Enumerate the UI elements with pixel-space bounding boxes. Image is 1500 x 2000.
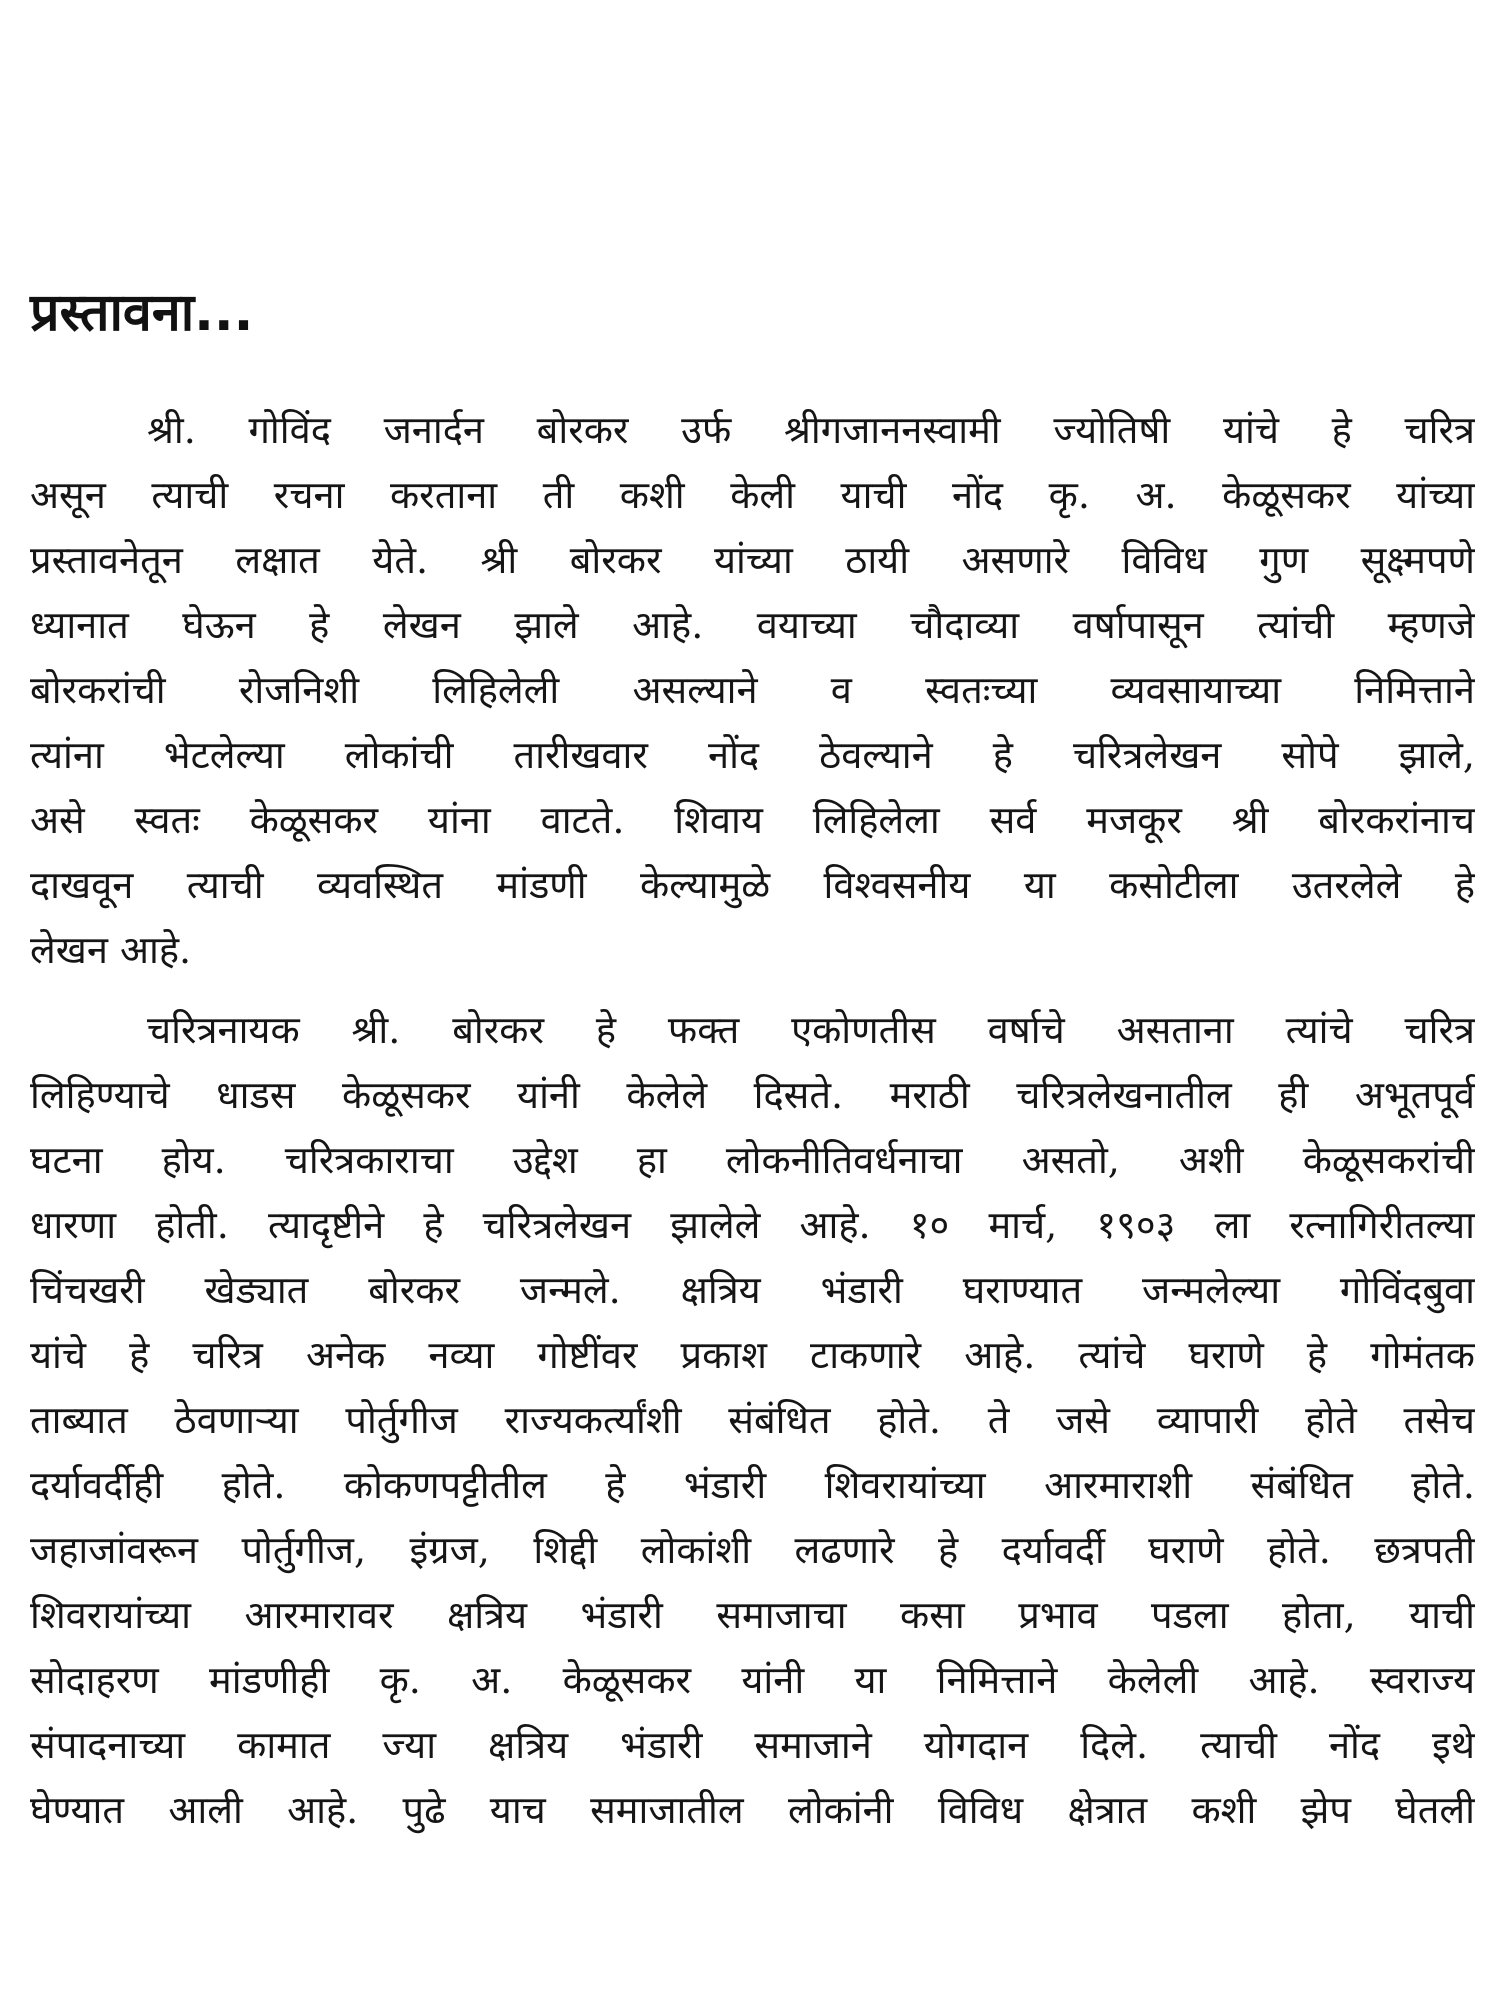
text-line: ताब्यात ठेवणाऱ्या पोर्तुगीज राज्यकर्त्यांशी संबंधित होते. ते जसे व्यापारी होते तसेच: [30, 1398, 1475, 1442]
text-line: यांचे हे चरित्र अनेक नव्या गोष्टींवर प्रकाश टाकणारे आहे. त्यांचे घराणे हे गोमंतक: [30, 1333, 1475, 1377]
text-line: जहाजांवरून पोर्तुगीज, इंग्रज, शिद्दी लोकांशी लढणारे हे दर्यावर्दी घराणे होते. छत्रपती: [30, 1528, 1475, 1572]
text-line: घटना होय. चरित्रकाराचा उद्देश हा लोकनीतिवर्धनाचा असतो, अशी केळूसकरांची: [30, 1138, 1475, 1182]
text-line: ध्यानात घेऊन हे लेखन झाले आहे. वयाच्या चौदाव्या वर्षापासून त्यांची म्हणजे: [30, 603, 1475, 647]
text-line: सोदाहरण मांडणीही कृ. अ. केळूसकर यांनी या निमित्ताने केलेली आहे. स्वराज्य: [30, 1658, 1475, 1702]
text-line: दाखवून त्याची व्यवस्थित मांडणी केल्यामुळे विश्वसनीय या कसोटीला उतरलेले हे: [30, 863, 1475, 907]
text-line: दर्यावर्दीही होते. कोकणपट्टीतील हे भंडारी शिवरायांच्या आरमाराशी संबंधित होते.: [30, 1463, 1475, 1507]
text-line: घेण्यात आली आहे. पुढे याच समाजातील लोकांनी विविध क्षेत्रात कशी झेप घेतली: [30, 1788, 1475, 1832]
text-line: त्यांना भेटलेल्या लोकांची तारीखवार नोंद ठेवल्याने हे चरित्रलेखन सोपे झाले,: [30, 733, 1475, 777]
text-line: श्री. गोविंद जनार्दन बोरकर उर्फ श्रीगजाननस्वामी ज्योतिषी यांचे हे चरित्र: [147, 408, 1475, 452]
text-line: लेखन आहे.: [30, 928, 192, 972]
body-text: [30, 398, 1475, 1843]
text-line: चरित्रनायक श्री. बोरकर हे फक्त एकोणतीस वर्षाचे असताना त्यांचे चरित्र: [147, 1008, 1475, 1052]
page-title: प्रस्तावना...: [30, 283, 254, 343]
text-line: संपादनाच्या कामात ज्या क्षत्रिय भंडारी समाजाने योगदान दिले. त्याची नोंद इथे: [30, 1723, 1475, 1767]
text-line: बोरकरांची रोजनिशी लिहिलेली असल्याने व स्वतःच्या व्यवसायाच्या निमित्ताने: [30, 668, 1475, 712]
text-line: लिहिण्याचे धाडस केळूसकर यांनी केलेले दिसते. मराठी चरित्रलेखनातील ही अभूतपूर्व: [30, 1073, 1475, 1117]
paragraph-2: [30, 998, 1475, 1843]
text-line: प्रस्तावनेतून लक्षात येते. श्री बोरकर यांच्या ठायी असणारे विविध गुण सूक्ष्मपणे: [30, 538, 1475, 582]
text-line: चिंचखरी खेड्यात बोरकर जन्मले. क्षत्रिय भंडारी घराण्यात जन्मलेल्या गोविंदबुवा: [30, 1268, 1475, 1312]
text-line: असे स्वतः केळूसकर यांना वाटते. शिवाय लिहिलेला सर्व मजकूर श्री बोरकरांनाच: [30, 798, 1475, 842]
text-line: धारणा होती. त्यादृष्टीने हे चरित्रलेखन झालेले आहे. १० मार्च, १९०३ ला रत्नागिरीतल्या: [30, 1203, 1475, 1247]
paragraph-1: [30, 398, 1475, 983]
text-line: असून त्याची रचना करताना ती कशी केली याची नोंद कृ. अ. केळूसकर यांच्या: [30, 473, 1475, 517]
text-line: शिवरायांच्या आरमारावर क्षत्रिय भंडारी समाजाचा कसा प्रभाव पडला होता, याची: [30, 1593, 1475, 1637]
